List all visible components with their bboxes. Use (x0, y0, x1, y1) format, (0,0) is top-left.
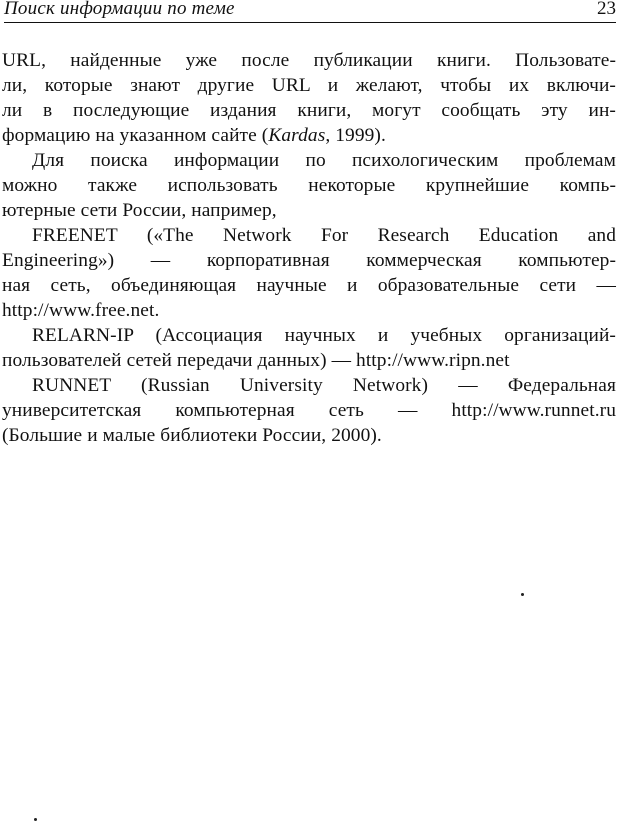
text-line: Engineering») — корпоративная коммерческая компьютер- (2, 250, 616, 271)
text-line: университетская компьютерная сеть — http://www.runnet.ru (2, 400, 616, 421)
text-line: ютерные сети России, например, (2, 200, 277, 221)
paragraph-url-note (2, 48, 616, 148)
text-line: (Большие и малые библиотеки России, 2000). (2, 425, 382, 446)
text-line: ная сеть, объединяющая научные и образовательные сети — (2, 275, 616, 296)
running-header-title: Поиск информации по теме (4, 0, 235, 19)
paragraph-runnet (2, 373, 616, 448)
running-header (4, 0, 616, 23)
print-speck (34, 818, 37, 821)
text-line: ли, которые знают другие URL и желают, чтобы их включи- (2, 75, 616, 96)
text-line: формацию на указанном сайте (Kardas, 1999). (2, 125, 386, 146)
paragraph-relarn (2, 323, 616, 373)
text-line: пользователей сетей передачи данных) — http://www.ripn.net (2, 350, 510, 371)
cited-author: Kardas (268, 125, 326, 146)
text-line: FREENET («The Network For Research Education and (32, 225, 616, 246)
paragraph-freenet (2, 223, 616, 323)
text-line: URL, найденные уже после публикации книги. Пользовате- (2, 50, 616, 71)
text-line: http://www.free.net. (2, 300, 160, 321)
text-line: RELARN-IP (Ассоциация научных и учебных организаций- (32, 325, 616, 346)
paragraph-russian-networks (2, 148, 616, 223)
text-line: можно также использовать некоторые крупнейшие компь- (2, 175, 616, 196)
page-number: 23 (597, 0, 616, 19)
text-line: RUNNET (Russian University Network) — Федеральная (32, 375, 616, 396)
print-speck (521, 593, 524, 596)
text-line: Для поиска информации по психологическим проблемам (32, 150, 616, 171)
text-line: ли в последующие издания книги, могут сообщать эту ин- (2, 100, 616, 121)
body-text (2, 48, 616, 448)
